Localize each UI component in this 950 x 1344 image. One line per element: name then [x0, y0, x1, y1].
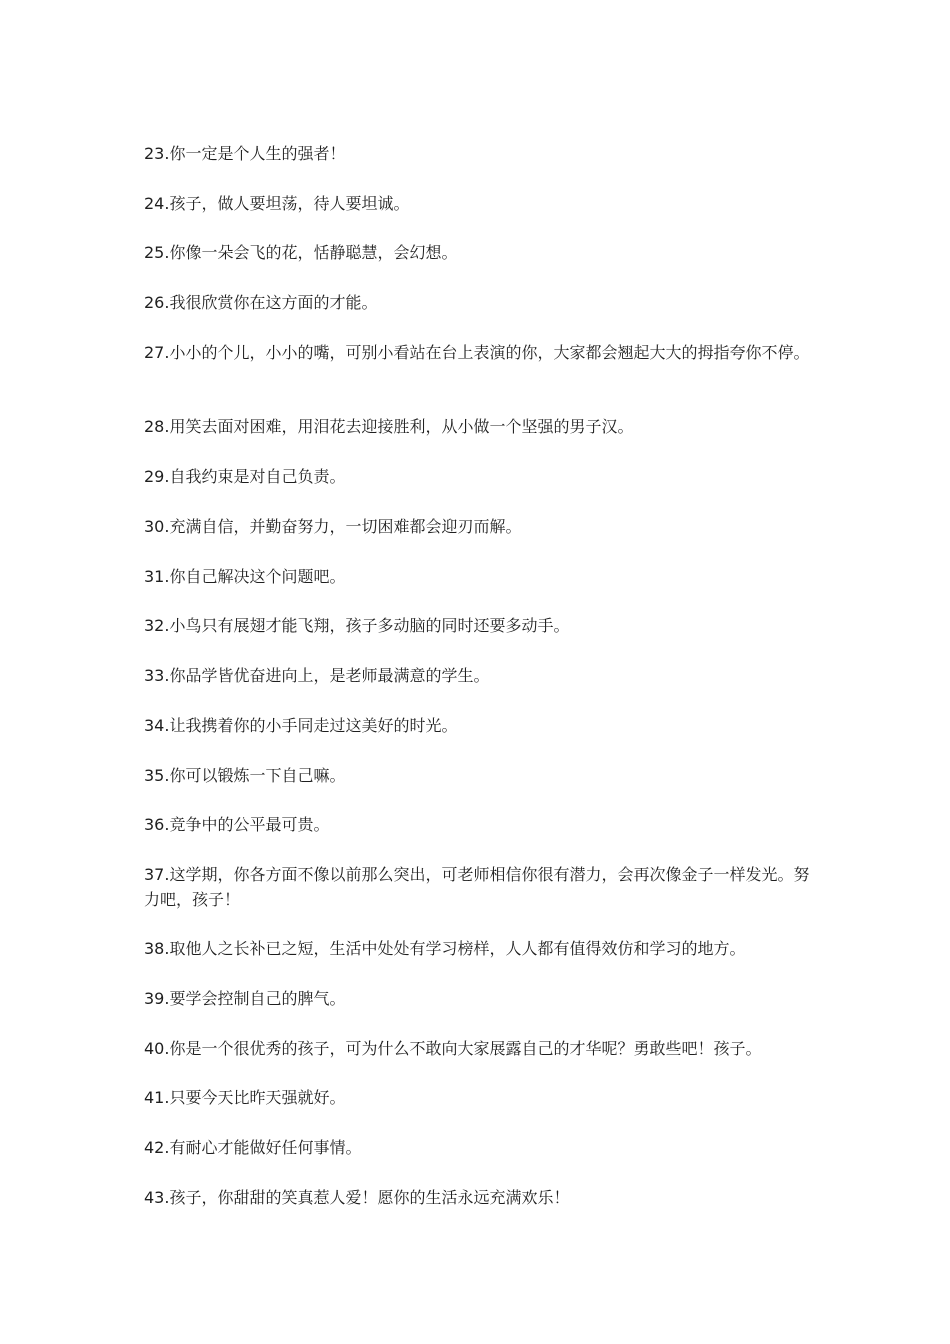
list-item: 33.你品学皆优奋进向上，是老师最满意的学生。: [144, 666, 490, 685]
list-item: 24.孩子，做人要坦荡，待人要坦诚。: [144, 194, 410, 213]
list-item: 36.竞争中的公平最可贵。: [144, 815, 330, 834]
list-item: 30.充满自信，并勤奋努力，一切困难都会迎刃而解。: [144, 517, 522, 536]
list-item: 35.你可以锻炼一下自己嘛。: [144, 766, 346, 785]
list-item: 38.取他人之长补已之短，生活中处处有学习榜样，人人都有值得效仿和学习的地方。: [144, 939, 746, 958]
list-item: 32.小鸟只有展翅才能飞翔，孩子多动脑的同时还要多动手。: [144, 616, 570, 635]
list-item: 41.只要今天比昨天强就好。: [144, 1088, 346, 1107]
list-item: 25.你像一朵会飞的花，恬静聪慧，会幻想。: [144, 243, 458, 262]
list-item: 37.这学期，你各方面不像以前那么突出，可老师相信你很有潜力，会再次像金子一样发光。努力吧，孩子！: [144, 865, 810, 909]
list-item: 40.你是一个很优秀的孩子，可为什么不敢向大家展露自己的才华呢？勇敢些吧！孩子。: [144, 1039, 762, 1058]
list-item: 29.自我约束是对自己负责。: [144, 467, 346, 486]
list-item: 27.小小的个儿，小小的嘴，可别小看站在台上表演的你，大家都会翘起大大的拇指夸你不停。: [144, 343, 810, 362]
list-item: 23.你一定是个人生的强者！: [144, 144, 346, 163]
list-item: 42.有耐心才能做好任何事情。: [144, 1138, 362, 1157]
list-item: 28.用笑去面对困难，用泪花去迎接胜利，从小做一个坚强的男子汉。: [144, 417, 634, 436]
list-item: 34.让我携着你的小手同走过这美好的时光。: [144, 716, 458, 735]
list-item: 43.孩子，你甜甜的笑真惹人爱！愿你的生活永远充满欢乐！: [144, 1188, 570, 1207]
list-item: 26.我很欣赏你在这方面的才能。: [144, 293, 378, 312]
list-item: 31.你自己解决这个问题吧。: [144, 567, 346, 586]
list-item: 39.要学会控制自己的脾气。: [144, 989, 346, 1008]
